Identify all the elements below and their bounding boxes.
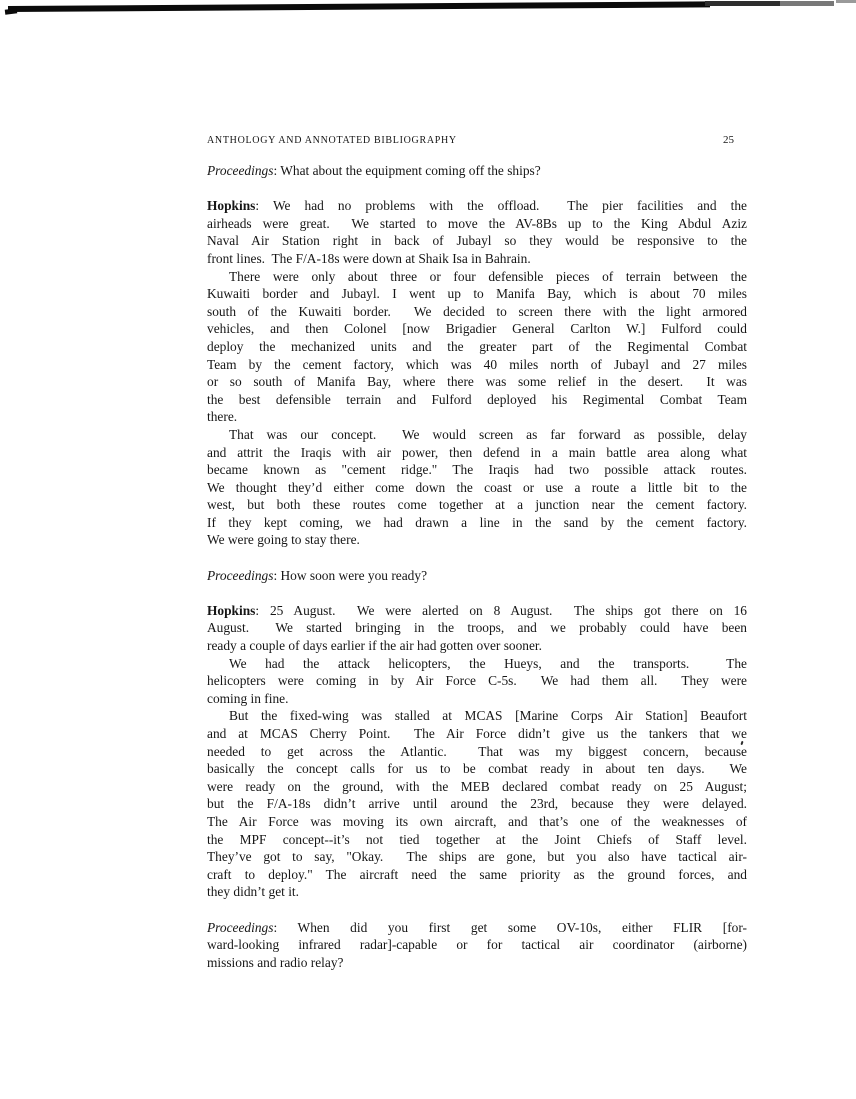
text-line: the best defensible terrain and Fulford deployed his Regimental Combat Team <box>207 391 747 407</box>
text-line: Hopkins: 25 August. We were alerted on 8 August. The ships got there on 16 <box>207 602 747 618</box>
text-line: or so south of Manifa Bay, where there was some relief in the desert. It was <box>207 374 747 390</box>
text-line: they didn’t get it. <box>207 884 299 900</box>
text-line: We thought they’d either come down the coast or use a route a little bit to the <box>207 479 747 495</box>
text-line: August. We started bringing in the troops, and we probably could have been <box>207 620 747 636</box>
text-line: became known as "cement ridge." The Iraqis had two possible attack routes. <box>207 462 747 478</box>
speaker-label: Proceedings <box>207 567 274 583</box>
text-line: coming in fine. <box>207 690 289 706</box>
text-line: But the fixed-wing was stalled at MCAS [Marine Corps Air Station] Beaufort <box>229 708 747 724</box>
text-line: Proceedings: How soon were you ready? <box>207 567 428 583</box>
text-line: deploy the mechanized units and the greater part of the Regimental Combat <box>207 338 747 354</box>
scan-bar-segment <box>780 1 834 6</box>
text-line: Kuwaiti border and Jubayl. I went up to Manifa Bay, which is about 70 miles <box>207 286 747 302</box>
transcript <box>207 162 747 971</box>
text-line: craft to deploy." The aircraft need the same priority as the ground forces, and <box>207 866 747 882</box>
paragraph <box>207 919 747 972</box>
text-line: south of the Kuwaiti border. We decided to screen there with the light armored <box>207 303 747 319</box>
paragraph <box>207 567 747 585</box>
scan-bar-segment <box>705 1 783 6</box>
text-line: and at MCAS Cherry Point. The Air Force didn’t give us the tankers that we <box>207 726 747 741</box>
paragraph <box>207 268 747 426</box>
text-line: The Air Force was moving its own aircraft, and that’s one of the weaknesses of <box>207 813 747 829</box>
speech-block <box>207 919 747 972</box>
speech-block <box>207 602 747 901</box>
page-content <box>207 131 747 971</box>
text-line: That was our concept. We would screen as far forward as possible, delay <box>229 426 747 442</box>
speaker-label: Hopkins <box>207 198 256 214</box>
text-line: Naval Air Station right in back of Jubayl so they would be responsive to the <box>207 233 747 249</box>
text-line: helicopters were coming in by Air Force C-5s. We had them all. They were <box>207 673 747 689</box>
text-line: We had the attack helicopters, the Hueys, and the transports. The <box>229 655 747 671</box>
text-line: ready a couple of days earlier if the air had gotten over sooner. <box>207 638 543 654</box>
text-line: We were going to stay there. <box>207 532 360 548</box>
text-line: were ready on the ground, with the MEB declared combat ready on 25 August; <box>207 778 747 794</box>
text-line: there. <box>207 409 238 425</box>
text-line: Proceedings: What about the equipment coming off the ships? <box>207 163 541 178</box>
speaker-label: Proceedings <box>207 163 274 178</box>
speech-block <box>207 162 747 180</box>
speech-block <box>207 567 747 585</box>
text-line: Team by the cement factory, which was 40 miles north of Jubayl and 27 miles <box>207 356 747 372</box>
scan-bar-segment <box>8 1 710 12</box>
speech-block <box>207 197 747 549</box>
paragraph <box>207 162 747 180</box>
scan-bar-segment <box>5 8 18 14</box>
text-line: front lines. The F/A-18s were down at Shaik Isa in Bahrain. <box>207 250 531 266</box>
text-line: Hopkins: We had no problems with the offload. The pier facilities and the <box>207 198 747 214</box>
paragraph <box>207 602 747 655</box>
text-line: There were only about three or four defensible pieces of terrain between the <box>229 268 747 284</box>
text-line: west, but both these routes come together at a junction near the cement factory. <box>207 497 747 513</box>
paragraph <box>207 707 747 901</box>
text-line: the MPF concept--it’s not tied together at the Joint Chiefs of Staff level. <box>207 831 747 847</box>
text-line: missions and radio relay? <box>207 954 344 970</box>
text-line: If they kept coming, we had drawn a line in the sand by the cement factory. <box>207 514 747 530</box>
text-line: airheads were great. We started to move the AV-8Bs up to the King Abdul Aziz <box>207 215 747 231</box>
speaker-label: Hopkins <box>207 602 256 618</box>
text-line: basically the concept calls for us to be combat ready in about ten days. We <box>207 761 747 777</box>
scan-bar-segment <box>836 0 856 3</box>
paragraph <box>207 426 747 549</box>
page-number: 25 <box>723 134 734 146</box>
text-line: and attrit the Iraqis with air power, then defend in a main battle area along what <box>207 444 747 460</box>
text-line: needed to get across the Atlantic. That was my biggest concern, because <box>207 743 747 759</box>
text-line: They’ve got to say, "Okay. The ships are gone, but you also have tactical air- <box>207 849 747 865</box>
page-header <box>207 131 747 150</box>
running-title: ANTHOLOGY AND ANNOTATED BIBLIOGRAPHY <box>207 135 457 146</box>
text-line: vehicles, and then Colonel [now Brigadier General Carlton W.] Fulford could <box>207 321 747 337</box>
paragraph <box>207 655 747 708</box>
scan-artifact-top-bar <box>0 0 856 20</box>
text-line: Proceedings: When did you first get some OV-10s, either FLIR [for- <box>207 919 747 935</box>
paragraph <box>207 197 747 267</box>
text-line: but the F/A-18s didn’t arrive until around the 23rd, because they were delayed. <box>207 796 747 812</box>
text-line: ward-looking infrared radar]-capable or for tactical air coordinator (airborne) <box>207 937 747 953</box>
speaker-label: Proceedings <box>207 919 274 935</box>
